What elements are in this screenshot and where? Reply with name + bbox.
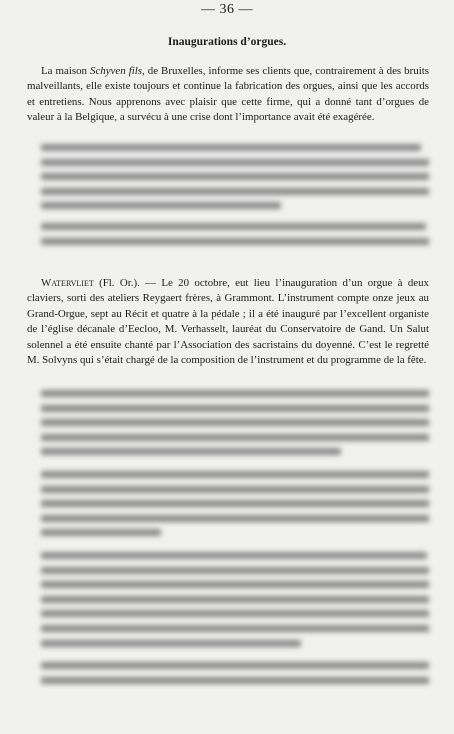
place-note: (Fl. Or.) [93,277,138,289]
blurred-text-block [27,386,429,716]
place-name: Watervliet [41,277,94,289]
paragraph-schyven-body: , de Bruxelles, informe ses clients que, contrairement à des bruits malveillants, elle existe toujours et continue la fabrication des orgues, ainsi que les accords et entretiens. Nous apprenons avec plaisir que cette firme, qui a donné tant d’orgues de valeur à la Belgique, a survécu à une crise dont l’importance avait été exagérée. [27,65,429,124]
paragraph-schyven [27,64,429,126]
firm-name: Schyven fils [90,65,143,77]
paragraph-watervliet [27,276,429,368]
blurred-text-block [27,140,429,258]
section-heading: Inaugurations d’orgues. [167,36,287,48]
paragraph-schyven-pre: La maison [41,65,90,77]
paragraph-watervliet-body: . — Le 20 octobre, eut lieu l’inauguration d’un orgue à deux claviers, sorti des ateliers Reygaert frères, à Grammont. L’instrument compte onze jeux au Grand-Orgue, sept au Récit et quatre à la pédale ; il a été inauguré par l’excellent organiste de l’église décanale d’Eecloo, M. Verhasselt, lauréat du Conservatoire de Gand. Un Salut solennel a été ensuite chanté par l’Association des sacristains du doyenné. C’est le regretté M. Solvyns qui s’était chargé de la composition de l’instrument et du programme de la fête. [27,277,429,367]
page-number: — 36 — [201,2,253,17]
